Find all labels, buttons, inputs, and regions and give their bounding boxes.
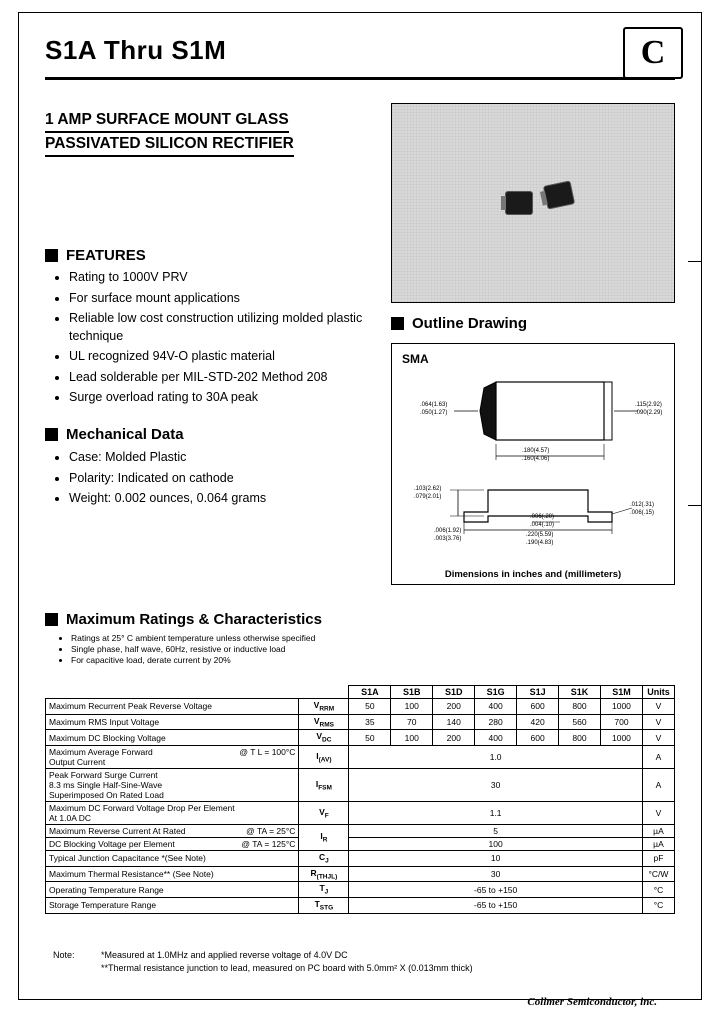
row-desc bbox=[46, 746, 299, 769]
row-desc: Maximum DC Blocking Voltage bbox=[46, 730, 299, 746]
cell-units: pF bbox=[642, 851, 674, 867]
dim-left-top: .064(1.63) bbox=[420, 402, 448, 408]
cell-value: 200 bbox=[433, 730, 475, 746]
list-item: • Reliable low cost construction utilizing molded plastic technique bbox=[69, 310, 381, 345]
cell-value: 140 bbox=[433, 714, 475, 730]
cell-value: 50 bbox=[349, 699, 391, 715]
table-row bbox=[46, 882, 675, 898]
table-row bbox=[46, 851, 675, 867]
cell-value: 400 bbox=[475, 699, 517, 715]
row-desc: Maximum Thermal Resistance** (See Note) bbox=[46, 866, 299, 882]
cell-value: 400 bbox=[475, 730, 517, 746]
header-blank-1 bbox=[46, 686, 299, 699]
product-subtitle bbox=[45, 109, 405, 157]
row-symbol bbox=[299, 866, 349, 882]
table-header-row bbox=[46, 686, 675, 699]
row-desc-line1: Maximum DC Forward Voltage Drop Per Element bbox=[49, 803, 235, 814]
ratings-heading bbox=[45, 611, 322, 628]
cell-value: 1000 bbox=[600, 730, 642, 746]
row-desc-line1: Maximum Reverse Current At Rated bbox=[49, 826, 186, 837]
table-row bbox=[46, 838, 675, 851]
table-row bbox=[46, 866, 675, 882]
header-units: Units bbox=[642, 686, 674, 699]
photo-chip-b bbox=[544, 182, 574, 209]
symbol-main: T bbox=[314, 899, 320, 910]
list-item: • Rating to 1000V PRV bbox=[69, 269, 381, 287]
company-name: Collmer Semiconductor, inc. bbox=[527, 996, 657, 1008]
mechanical-heading bbox=[45, 426, 184, 443]
symbol-main: R bbox=[310, 867, 317, 878]
cell-units: µA bbox=[642, 825, 674, 838]
row-desc bbox=[46, 769, 299, 802]
list-item: • Ratings at 25° C ambient temperature unless otherwise specified bbox=[71, 633, 479, 644]
cell-value: 50 bbox=[349, 730, 391, 746]
cell-value-span: 1.1 bbox=[349, 802, 643, 825]
list-item: • UL recognized 94V-O plastic material bbox=[69, 348, 381, 366]
symbol-sub: F bbox=[324, 812, 329, 820]
row-desc-line2: DC Blocking Voltage per Element bbox=[49, 839, 175, 850]
row-desc-line2: Output Current bbox=[49, 757, 106, 768]
header-s1m: S1M bbox=[600, 686, 642, 699]
cell-value-span: 10 bbox=[349, 851, 643, 867]
product-photo bbox=[391, 103, 675, 303]
row-desc-condition-1: @ TA = 25°C bbox=[246, 826, 296, 837]
square-bullet-icon bbox=[45, 613, 58, 626]
square-bullet-icon bbox=[391, 317, 404, 330]
row-symbol bbox=[299, 851, 349, 867]
list-item: • Weight: 0.002 ounces, 0.064 grams bbox=[69, 490, 381, 508]
header-blank-2 bbox=[299, 686, 349, 699]
row-desc-line2: 8.3 ms Single Half-Sine-Wave bbox=[49, 780, 163, 791]
table-row bbox=[46, 730, 675, 746]
row-symbol bbox=[299, 898, 349, 914]
cell-value: 100 bbox=[391, 730, 433, 746]
list-item: • For capacitive load, derate current by 20% bbox=[71, 655, 479, 666]
header-s1d: S1D bbox=[433, 686, 475, 699]
dim-corner-top: .012(.31) bbox=[630, 502, 655, 508]
cell-value: 600 bbox=[517, 699, 559, 715]
ratings-notes bbox=[59, 633, 479, 666]
dim-height-top: .103(2.62) bbox=[414, 486, 442, 492]
cell-units: A bbox=[642, 746, 674, 769]
symbol-sub: DC bbox=[322, 737, 332, 745]
symbol-main: C bbox=[319, 852, 326, 863]
photo-chip-a bbox=[506, 192, 532, 214]
list-item: • Lead solderable per MIL-STD-202 Method 208 bbox=[69, 369, 381, 387]
cell-value: 600 bbox=[517, 730, 559, 746]
dim-corner-bottom: .006(.15) bbox=[630, 510, 655, 516]
header-s1b: S1B bbox=[391, 686, 433, 699]
row-desc-condition: @ T L = 100°C bbox=[239, 747, 296, 758]
row-desc: Maximum Recurrent Peak Reverse Voltage bbox=[46, 699, 299, 715]
company-logo bbox=[623, 27, 683, 79]
row-desc bbox=[46, 802, 299, 825]
table-row bbox=[46, 769, 675, 802]
cell-value-span: 1.0 bbox=[349, 746, 643, 769]
list-item: • Polarity: Indicated on cathode bbox=[69, 470, 381, 488]
outline-drawing bbox=[391, 343, 675, 585]
row-desc: Typical Junction Capacitance *(See Note) bbox=[46, 851, 299, 867]
cell-value-span: -65 to +150 bbox=[349, 882, 643, 898]
cell-value: 700 bbox=[600, 714, 642, 730]
row-desc: Operating Temperature Range bbox=[46, 882, 299, 898]
dim-foot-bottom: .004(.10) bbox=[530, 522, 555, 528]
header-s1k: S1K bbox=[559, 686, 601, 699]
symbol-sub: R bbox=[322, 836, 328, 844]
cell-value-span: 100 bbox=[349, 838, 643, 851]
page-tick-top bbox=[688, 261, 702, 262]
dim-left-bottom: .050(1.27) bbox=[420, 410, 448, 416]
cell-value: 800 bbox=[559, 699, 601, 715]
cell-value-span: 30 bbox=[349, 866, 643, 882]
cell-units: °C/W bbox=[642, 866, 674, 882]
symbol-main: I bbox=[315, 778, 319, 789]
footnote-line-1: *Measured at 1.0MHz and applied reverse voltage of 4.0V DC bbox=[101, 950, 348, 960]
header-s1j: S1J bbox=[517, 686, 559, 699]
cell-units: °C bbox=[642, 882, 674, 898]
cell-value-span: 30 bbox=[349, 769, 643, 802]
symbol-main: I bbox=[316, 750, 319, 761]
title-rule bbox=[45, 77, 675, 80]
footnote-line-2: **Thermal resistance junction to lead, measured on PC board with 5.0mm² X (0.013mm thick) bbox=[101, 963, 473, 973]
ratings-heading-label: Maximum Ratings & Characteristics bbox=[66, 611, 322, 628]
datasheet-page bbox=[18, 12, 702, 1008]
dim-span-bottom: .190(4.83) bbox=[526, 540, 554, 546]
symbol-sub: RRM bbox=[319, 705, 335, 713]
table-row bbox=[46, 714, 675, 730]
cell-value: 800 bbox=[559, 730, 601, 746]
row-desc: Maximum RMS Input Voltage bbox=[46, 714, 299, 730]
square-bullet-icon bbox=[45, 428, 58, 441]
cell-value: 100 bbox=[391, 699, 433, 715]
dim-right-bottom: .090(2.29) bbox=[635, 410, 663, 416]
row-desc-line1: Maximum Average Forward bbox=[49, 747, 153, 758]
symbol-sub: STG bbox=[319, 904, 334, 912]
cell-units: °C bbox=[642, 898, 674, 914]
cell-value: 35 bbox=[349, 714, 391, 730]
footnote-label: Note: bbox=[53, 950, 75, 960]
cell-value-span: -65 to +150 bbox=[349, 898, 643, 914]
features-heading bbox=[45, 247, 146, 264]
row-desc-condition-2: @ TA = 125°C bbox=[241, 839, 296, 850]
symbol-sub: J bbox=[324, 889, 329, 897]
list-item: • Surge overload rating to 30A peak bbox=[69, 389, 381, 407]
dim-right-top: .115(2.92) bbox=[635, 402, 662, 408]
symbol-main: V bbox=[316, 731, 323, 742]
row-desc bbox=[46, 825, 299, 838]
table-row bbox=[46, 699, 675, 715]
row-desc-line3: Superimposed On Rated Load bbox=[49, 790, 164, 801]
row-symbol bbox=[299, 882, 349, 898]
outline-heading bbox=[391, 315, 527, 332]
mechanical-list bbox=[51, 449, 381, 511]
dim-lead-bottom: .003(3.76) bbox=[434, 536, 462, 542]
subtitle-line-1: 1 AMP SURFACE MOUNT GLASS bbox=[45, 109, 289, 133]
symbol-sub: FSM bbox=[318, 784, 332, 792]
symbol-main: T bbox=[319, 883, 325, 894]
table-row bbox=[46, 825, 675, 838]
page-title: S1A Thru S1M bbox=[45, 35, 227, 65]
row-symbol bbox=[299, 825, 349, 851]
cell-value: 280 bbox=[475, 714, 517, 730]
table-row bbox=[46, 746, 675, 769]
package-label: SMA bbox=[402, 352, 429, 366]
subtitle-line-2: PASSIVATED SILICON RECTIFIER bbox=[45, 133, 294, 157]
row-symbol bbox=[299, 714, 349, 730]
dim-foot-top: .006(.20) bbox=[530, 514, 555, 520]
cell-value: 560 bbox=[559, 714, 601, 730]
footnotes bbox=[53, 949, 473, 975]
row-desc-line2: At 1.0A DC bbox=[49, 813, 92, 824]
cell-value: 1000 bbox=[600, 699, 642, 715]
ratings-table bbox=[45, 685, 675, 914]
symbol-sub: (THJL) bbox=[316, 873, 338, 881]
row-desc: Storage Temperature Range bbox=[46, 898, 299, 914]
dimensions-note: Dimensions in inches and (millimeters) bbox=[444, 569, 622, 580]
cell-value: 70 bbox=[391, 714, 433, 730]
row-symbol bbox=[299, 802, 349, 825]
row-symbol bbox=[299, 769, 349, 802]
logo-letter: C bbox=[640, 34, 666, 71]
cell-units: V bbox=[642, 714, 674, 730]
symbol-sub: (AV) bbox=[318, 756, 332, 764]
row-desc-line1: Peak Forward Surge Current bbox=[49, 770, 158, 781]
mechanical-heading-label: Mechanical Data bbox=[66, 426, 184, 443]
dim-width-top: .180(4.57) bbox=[522, 448, 550, 454]
cell-units: V bbox=[642, 802, 674, 825]
dim-width-bottom: .160(4.06) bbox=[522, 456, 550, 462]
table-row bbox=[46, 802, 675, 825]
cell-value-span: 5 bbox=[349, 825, 643, 838]
cell-units: µA bbox=[642, 838, 674, 851]
cell-units: A bbox=[642, 769, 674, 802]
symbol-main: V bbox=[313, 715, 320, 726]
symbol-main: V bbox=[313, 700, 320, 710]
header-s1a: S1A bbox=[349, 686, 391, 699]
table-row bbox=[46, 898, 675, 914]
cell-units: V bbox=[642, 730, 674, 746]
symbol-sub: RMS bbox=[319, 721, 334, 729]
dim-span-top: .220(5.59) bbox=[526, 532, 554, 538]
list-item: • Case: Molded Plastic bbox=[69, 449, 381, 467]
row-symbol bbox=[299, 746, 349, 769]
page-tick-bottom bbox=[688, 505, 702, 506]
row-desc bbox=[46, 838, 299, 851]
page-inner bbox=[29, 21, 693, 1008]
row-symbol bbox=[299, 699, 349, 715]
dim-lead-top: .006(1.92) bbox=[434, 528, 462, 534]
dim-height-bottom: .079(2.01) bbox=[414, 494, 442, 500]
cell-value: 200 bbox=[433, 699, 475, 715]
list-item: • Single phase, half wave, 60Hz, resistive or inductive load bbox=[71, 644, 479, 655]
cell-units: V bbox=[642, 699, 674, 715]
square-bullet-icon bbox=[45, 249, 58, 262]
outline-heading-label: Outline Drawing bbox=[412, 315, 528, 332]
cell-value: 420 bbox=[517, 714, 559, 730]
symbol-main: I bbox=[320, 831, 323, 842]
symbol-main: V bbox=[319, 806, 325, 817]
row-symbol bbox=[299, 730, 349, 746]
features-heading-label: FEATURES bbox=[66, 247, 146, 264]
symbol-sub: J bbox=[325, 857, 329, 865]
list-item: • For surface mount applications bbox=[69, 290, 381, 308]
features-list bbox=[51, 269, 381, 410]
header-s1g: S1G bbox=[475, 686, 517, 699]
